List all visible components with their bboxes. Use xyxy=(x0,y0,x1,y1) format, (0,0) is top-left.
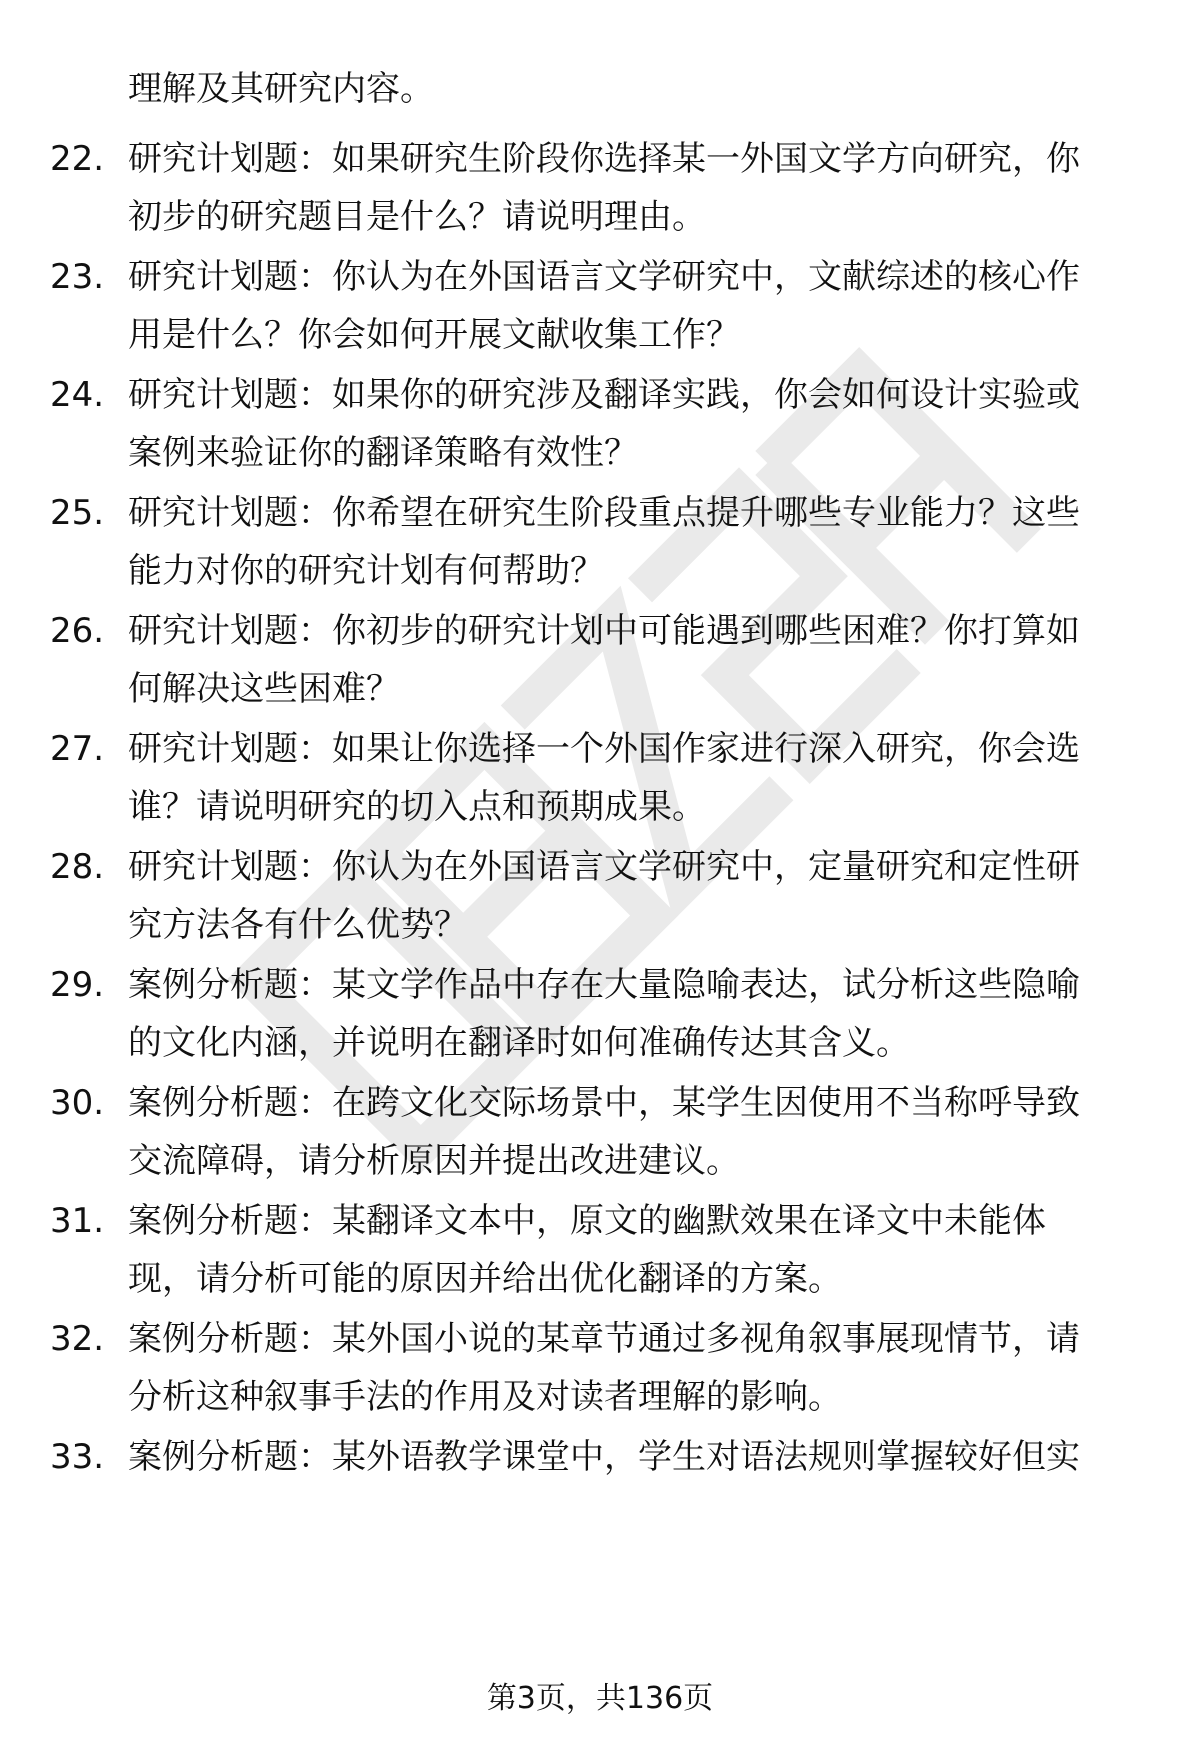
question-text-line: 研究计划题：你初步的研究计划中可能遇到哪些困难？你打算如 xyxy=(128,611,1080,651)
question-text-line: 案例分析题：某外语教学课堂中，学生对语法规则掌握较好但实 xyxy=(128,1437,1080,1477)
question-text-line: 研究计划题：如果研究生阶段你选择某一外国文学方向研究，你 xyxy=(128,139,1080,179)
question-text-line: 案例来验证你的翻译策略有效性？ xyxy=(128,433,638,473)
question-number: 33. xyxy=(50,1437,105,1477)
question-text-line: 研究计划题：你希望在研究生阶段重点提升哪些专业能力？这些 xyxy=(128,493,1080,533)
question-number: 31. xyxy=(50,1201,105,1241)
question-text-line: 初步的研究题目是什么？请说明理由。 xyxy=(128,197,706,237)
question-text-line: 的文化内涵，并说明在翻译时如何准确传达其含义。 xyxy=(128,1023,910,1063)
question-number: 30. xyxy=(50,1083,105,1123)
question-text-line: 现，请分析可能的原因并给出优化翻译的方案。 xyxy=(128,1259,842,1299)
question-text-line: 案例分析题：某文学作品中存在大量隐喻表达，试分析这些隐喻 xyxy=(128,965,1080,1005)
question-text-line: 何解决这些困难？ xyxy=(128,669,400,709)
question-text-line: 研究计划题：如果你的研究涉及翻译实践，你会如何设计实验或 xyxy=(128,375,1080,415)
question-number: 24. xyxy=(50,375,105,415)
question-text-line: 研究计划题：你认为在外国语言文学研究中，定量研究和定性研 xyxy=(128,847,1080,887)
question-text-line: 研究计划题：你认为在外国语言文学研究中，文献综述的核心作 xyxy=(128,257,1080,297)
question-text-line: 交流障碍，请分析原因并提出改进建议。 xyxy=(128,1141,740,1181)
continuation-text: 理解及其研究内容。 xyxy=(128,69,434,109)
question-number: 25. xyxy=(50,493,105,533)
question-number: 27. xyxy=(50,729,105,769)
question-text-line: 案例分析题：某外国小说的某章节通过多视角叙事展现情节，请 xyxy=(128,1319,1080,1359)
question-text-line: 能力对你的研究计划有何帮助？ xyxy=(128,551,604,591)
question-number: 28. xyxy=(50,847,105,887)
question-text-line: 谁？请说明研究的切入点和预期成果。 xyxy=(128,787,706,827)
question-text-line: 案例分析题：在跨文化交际场景中，某学生因使用不当称呼导致 xyxy=(128,1083,1080,1123)
page-footer: 第3页，共136页 xyxy=(486,1681,714,1716)
question-text-line: 案例分析题：某翻译文本中，原文的幽默效果在译文中未能体 xyxy=(128,1201,1046,1241)
question-text-line: 研究计划题：如果让你选择一个外国作家进行深入研究，你会选 xyxy=(128,729,1080,769)
question-text-line: 分析这种叙事手法的作用及对读者理解的影响。 xyxy=(128,1377,842,1417)
question-text-line: 用是什么？你会如何开展文献收集工作？ xyxy=(128,315,740,355)
question-number: 32. xyxy=(50,1319,105,1359)
question-text-line: 究方法各有什么优势？ xyxy=(128,905,468,945)
question-number: 22. xyxy=(50,139,105,179)
question-number: 26. xyxy=(50,611,105,651)
question-number: 29. xyxy=(50,965,105,1005)
question-number: 23. xyxy=(50,257,105,297)
